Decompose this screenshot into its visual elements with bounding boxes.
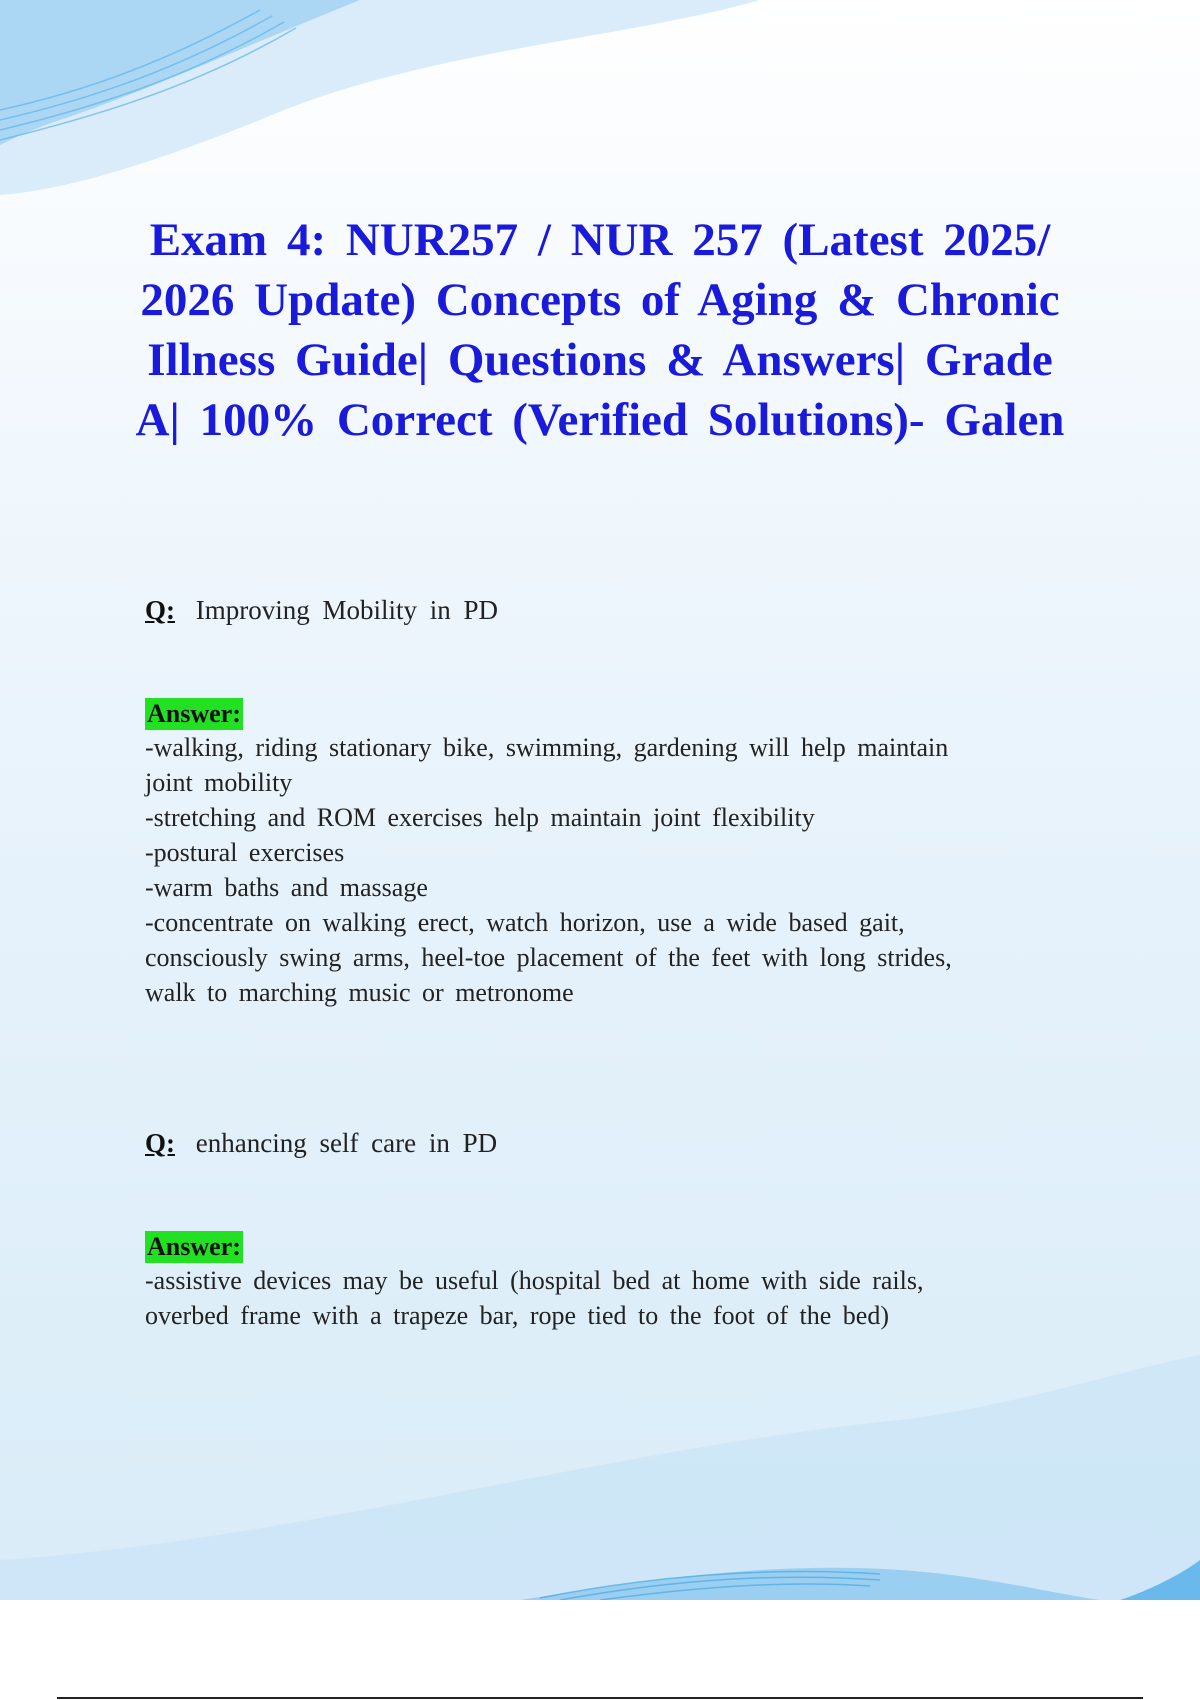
qa-block-1 [145, 592, 1065, 1010]
question-label: Q: [145, 595, 175, 625]
answer-label: Answer: [147, 1232, 241, 1261]
wave-bottom-light [0, 1355, 1200, 1600]
answer-line: overbed frame with a trapeze bar, rope tied to the foot of the bed) [145, 1301, 889, 1330]
question-label: Q: [145, 1128, 175, 1158]
answer-line: -walking, riding stationary bike, swimming, gardening will help maintain [145, 733, 949, 762]
answer-line: -assistive devices may be useful (hospital bed at home with side rails, [145, 1266, 924, 1295]
question-text: Improving Mobility in PD [195, 595, 499, 625]
question-line [145, 592, 1065, 628]
answer-label: Answer: [147, 699, 241, 728]
answer-line: -warm baths and massage [145, 873, 428, 902]
answer-line: -concentrate on walking erect, watch horizon, use a wide based gait, [145, 908, 905, 937]
answer-line: consciously swing arms, heel-toe placement of the feet with long strides, [145, 943, 952, 972]
document-title: Exam 4: NUR257 / NUR 257 (Latest 2025/ 2026 Update) Concepts of Aging & Chronic Illness Guide| Questions & Answers| Grade A| 100% Correct (Verified Solutions)- Galen [135, 214, 1065, 446]
answer-line: -stretching and ROM exercises help maintain joint flexibility [145, 803, 815, 832]
qa-block-2 [145, 1125, 1065, 1333]
answer-line: -postural exercises [145, 838, 345, 867]
answer-line: joint mobility [145, 768, 293, 797]
answer-line: walk to marching music or metronome [145, 978, 574, 1007]
answer-text [145, 730, 1065, 1010]
question-text: enhancing self care in PD [195, 1128, 498, 1158]
question-line [145, 1125, 1065, 1161]
footer-divider [57, 1697, 1143, 1699]
answer-text [145, 1263, 1065, 1333]
